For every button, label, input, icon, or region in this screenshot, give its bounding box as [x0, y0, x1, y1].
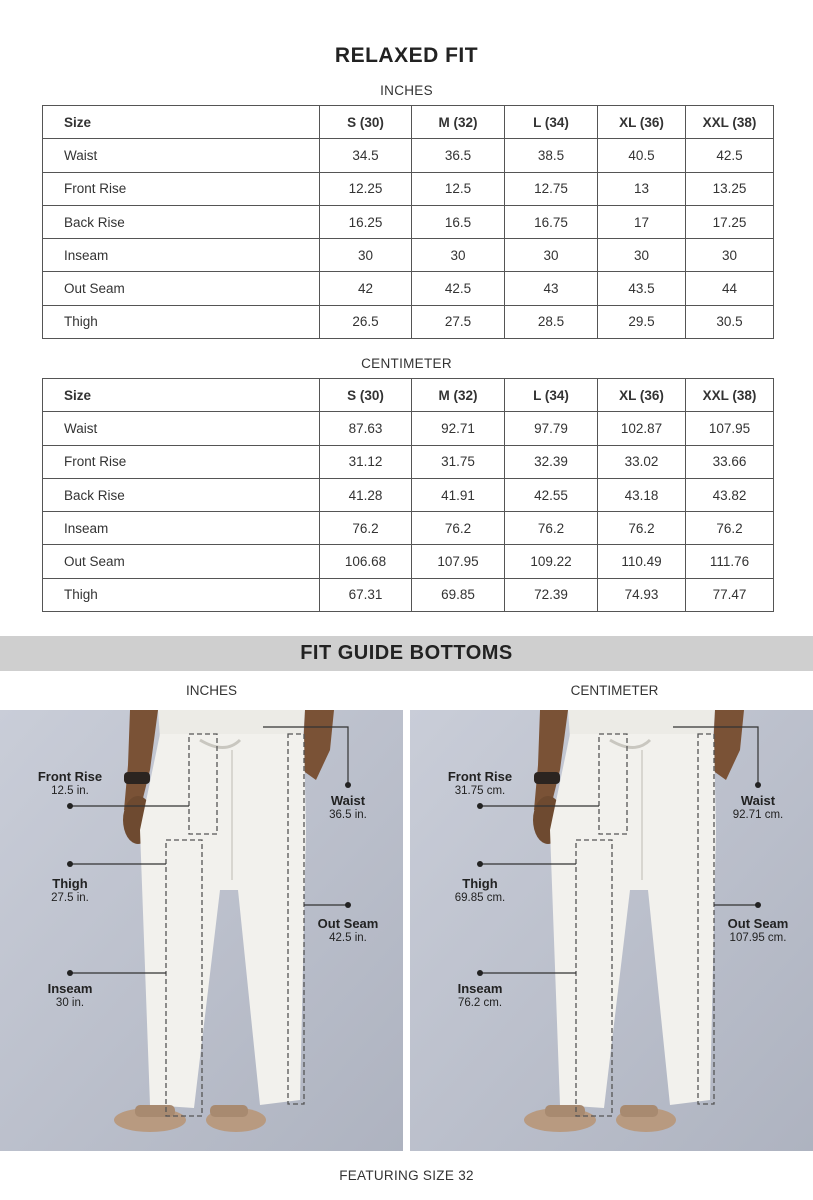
thigh-callout: [440, 876, 520, 904]
table-row: [43, 578, 774, 611]
table-cell: 30: [320, 239, 412, 272]
out-seam-value: 42.5 in.: [329, 932, 367, 944]
table-cell: 69.85: [412, 578, 505, 611]
table-cell: 32.39: [505, 445, 598, 478]
header-cell: Size: [43, 379, 320, 412]
waist-value: 92.71 cm.: [732, 809, 784, 821]
table-cell: 29.5: [598, 305, 686, 338]
table-cell: 13: [598, 172, 686, 205]
table-cell: 17.25: [686, 205, 774, 238]
waist-callout: [308, 793, 388, 821]
table-cell: 107.95: [686, 412, 774, 445]
out-seam-value: 107.95 cm.: [729, 932, 787, 944]
row-label: Out Seam: [43, 545, 320, 578]
model-photo-inches: [0, 710, 403, 1151]
table-cell: 16.75: [505, 205, 598, 238]
thigh-value: 27.5 in.: [51, 892, 89, 904]
table-cell: 30.5: [686, 305, 774, 338]
table-cell: 42.5: [686, 139, 774, 172]
row-label: Inseam: [43, 239, 320, 272]
header-cell: S (30): [320, 379, 412, 412]
waist-label: Waist: [330, 793, 366, 808]
table-cell: 12.75: [505, 172, 598, 205]
table-cell: 110.49: [598, 545, 686, 578]
waist-callout: [718, 793, 798, 821]
table-cell: 43.5: [598, 272, 686, 305]
front-rise-value: 31.75 cm.: [454, 785, 506, 797]
table-row: [43, 445, 774, 478]
header-cell: M (32): [412, 379, 505, 412]
row-label: Back Rise: [43, 205, 320, 238]
panel-caption-inches: INCHES: [185, 683, 237, 698]
table-cell: 97.79: [505, 412, 598, 445]
header-cell: XL (36): [598, 106, 686, 139]
table-cell: 13.25: [686, 172, 774, 205]
table-header-row: [43, 106, 774, 139]
table-cell: 42.55: [505, 478, 598, 511]
table-row: [43, 512, 774, 545]
table-cell: 44: [686, 272, 774, 305]
table-row: [43, 205, 774, 238]
row-label: Thigh: [43, 305, 320, 338]
header-cell: M (32): [412, 106, 505, 139]
front-rise-callout: [432, 769, 528, 797]
thigh-label: Thigh: [462, 876, 498, 891]
table-cell: 77.47: [686, 578, 774, 611]
table-cell: 76.2: [505, 512, 598, 545]
table-cell: 67.31: [320, 578, 412, 611]
featuring-size-note: FEATURING SIZE 32: [339, 1168, 474, 1183]
table-row: [43, 545, 774, 578]
table-row: [43, 412, 774, 445]
table-row: [43, 305, 774, 338]
table-cell: 30: [505, 239, 598, 272]
table-cell: 43.82: [686, 478, 774, 511]
cm-table-caption: CENTIMETER: [361, 356, 452, 371]
table-cell: 109.22: [505, 545, 598, 578]
row-label: Front Rise: [43, 172, 320, 205]
table-cell: 87.63: [320, 412, 412, 445]
inseam-callout: [30, 981, 110, 1009]
table-cell: 76.2: [686, 512, 774, 545]
row-label: Waist: [43, 412, 320, 445]
table-row: [43, 272, 774, 305]
table-cell: 102.87: [598, 412, 686, 445]
table-cell: 31.12: [320, 445, 412, 478]
table-cell: 28.5: [505, 305, 598, 338]
out-seam-label: Out Seam: [727, 916, 789, 931]
model-photo-cm: [410, 710, 813, 1151]
table-cell: 33.66: [686, 445, 774, 478]
table-cell: 36.5: [412, 139, 505, 172]
row-label: Out Seam: [43, 272, 320, 305]
table-cell: 72.39: [505, 578, 598, 611]
thigh-label: Thigh: [52, 876, 88, 891]
header-cell: S (30): [320, 106, 412, 139]
out-seam-callout: [713, 916, 803, 944]
table-cell: 38.5: [505, 139, 598, 172]
table-cell: 76.2: [320, 512, 412, 545]
inseam-value: 30 in.: [55, 997, 85, 1009]
table-cell: 74.93: [598, 578, 686, 611]
table-cell: 17: [598, 205, 686, 238]
table-cell: 27.5: [412, 305, 505, 338]
header-cell: L (34): [505, 379, 598, 412]
front-rise-label: Front Rise: [37, 769, 103, 784]
table-cell: 43.18: [598, 478, 686, 511]
inseam-callout: [440, 981, 520, 1009]
thigh-value: 69.85 cm.: [454, 892, 506, 904]
header-cell: XXL (38): [686, 379, 774, 412]
table-cell: 16.25: [320, 205, 412, 238]
front-rise-callout: [22, 769, 118, 797]
inseam-label: Inseam: [457, 981, 503, 996]
table-cell: 41.28: [320, 478, 412, 511]
table-row: [43, 172, 774, 205]
table-cell: 76.2: [598, 512, 686, 545]
front-rise-value: 12.5 in.: [51, 785, 89, 797]
inches-table-caption: INCHES: [380, 83, 433, 98]
row-label: Thigh: [43, 578, 320, 611]
table-cell: 42: [320, 272, 412, 305]
table-cell: 111.76: [686, 545, 774, 578]
table-header-row: [43, 379, 774, 412]
table-cell: 34.5: [320, 139, 412, 172]
table-cell: 42.5: [412, 272, 505, 305]
out-seam-callout: [303, 916, 393, 944]
row-label: Waist: [43, 139, 320, 172]
waist-label: Waist: [740, 793, 776, 808]
header-cell: XXL (38): [686, 106, 774, 139]
inseam-label: Inseam: [47, 981, 93, 996]
thigh-callout: [30, 876, 110, 904]
panel-caption-cm: CENTIMETER: [570, 683, 659, 698]
table-cell: 43: [505, 272, 598, 305]
header-cell: XL (36): [598, 379, 686, 412]
out-seam-label: Out Seam: [317, 916, 379, 931]
row-label: Front Rise: [43, 445, 320, 478]
table-row: [43, 239, 774, 272]
table-cell: 12.25: [320, 172, 412, 205]
table-cell: 76.2: [412, 512, 505, 545]
table-cell: 30: [598, 239, 686, 272]
table-row: [43, 139, 774, 172]
table-cell: 26.5: [320, 305, 412, 338]
fit-guide-heading: FIT GUIDE BOTTOMS: [300, 642, 513, 664]
table-cell: 106.68: [320, 545, 412, 578]
page-title: RELAXED FIT: [334, 44, 479, 67]
table-cell: 33.02: [598, 445, 686, 478]
inches-size-table: [42, 105, 774, 339]
inseam-value: 76.2 cm.: [457, 997, 503, 1009]
header-cell: L (34): [505, 106, 598, 139]
cm-size-table: [42, 378, 774, 612]
row-label: Back Rise: [43, 478, 320, 511]
front-rise-label: Front Rise: [447, 769, 513, 784]
waist-value: 36.5 in.: [329, 809, 367, 821]
table-cell: 30: [686, 239, 774, 272]
table-cell: 30: [412, 239, 505, 272]
table-cell: 16.5: [412, 205, 505, 238]
table-cell: 40.5: [598, 139, 686, 172]
table-cell: 92.71: [412, 412, 505, 445]
fit-guide-banner: [0, 636, 813, 671]
table-cell: 41.91: [412, 478, 505, 511]
header-cell: Size: [43, 106, 320, 139]
table-row: [43, 478, 774, 511]
row-label: Inseam: [43, 512, 320, 545]
table-cell: 107.95: [412, 545, 505, 578]
table-cell: 12.5: [412, 172, 505, 205]
table-cell: 31.75: [412, 445, 505, 478]
